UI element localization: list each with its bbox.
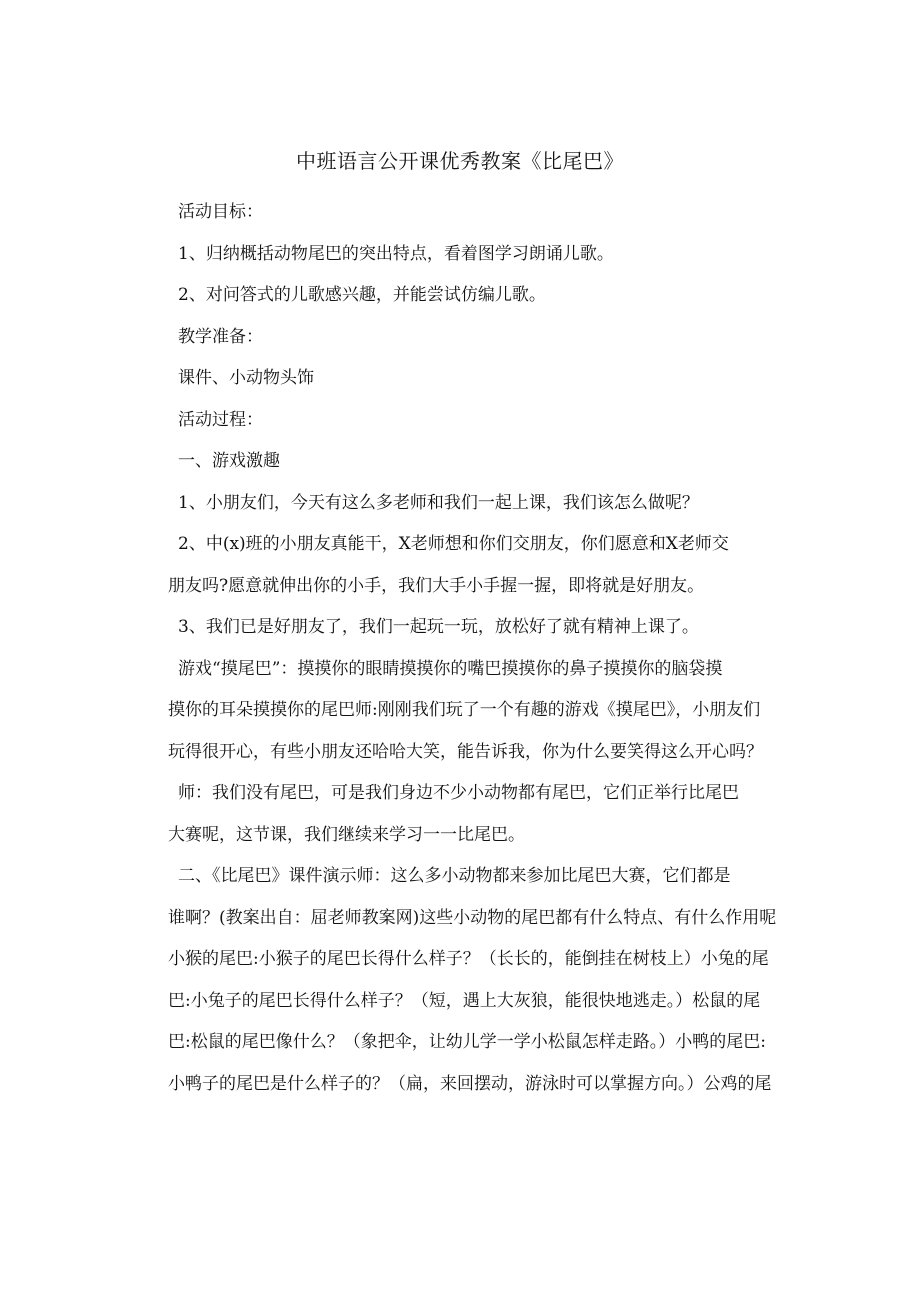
section-2-line-6: 小鸭子的尾巴是什么样子的？（扁，来回摆动，游泳时可以掌握方向。）公鸡的尾 <box>168 1073 772 1094</box>
step-2-line-1: 2、中(x)班的小朋友真能干，X老师想和你们交朋友，你们愿意和X老师交 <box>178 534 729 554</box>
document-title: 中班语言公开课优秀教案《比尾巴》 <box>296 149 624 173</box>
document-body <box>168 192 798 1105</box>
section-2-line-3: 小猴的尾巴:小猴子的尾巴长得什么样子？（长长的，能倒挂在树枝上）小兔的尾 <box>168 949 769 969</box>
teacher-line-1: 师：我们没有尾巴，可是我们身边不少小动物都有尾巴，它们正举行比尾巴 <box>178 783 739 803</box>
teacher-paragraph <box>168 773 798 856</box>
step-3: 3、我们已是好朋友了，我们一起玩一玩，放松好了就有精神上课了。 <box>178 617 699 637</box>
section-2-line-4: 巴:小兔子的尾巴长得什么样子？（短，遇上大灰狼，能很快地逃走。）松鼠的尾 <box>168 990 761 1011</box>
section-heading-1: 一、游戏激趣 <box>178 451 280 471</box>
game-paragraph <box>168 649 798 774</box>
goal-item-1: 1、归纳概括动物尾巴的突出特点，看着图学习朗诵儿歌。 <box>178 243 614 264</box>
section-2-paragraph <box>168 856 798 1105</box>
preparation-items: 课件、小动物头饰 <box>178 368 314 388</box>
heading-preparation: 教学准备： <box>178 326 263 347</box>
section-2-line-1: 二、《比尾巴》课件演示师：这么多小动物都来参加比尾巴大赛，它们都是 <box>178 866 731 886</box>
step-2-line-2: 朋友吗?愿意就伸出你的小手，我们大手小手握一握，即将就是好朋友。 <box>168 575 705 596</box>
goal-item-2: 2、对问答式的儿歌感兴趣，并能尝试仿编儿歌。 <box>178 285 546 305</box>
game-line-1: 游戏“摸尾巴”：摸摸你的眼睛摸摸你的嘴巴摸摸你的鼻子摸摸你的脑袋摸 <box>178 658 723 679</box>
section-2-line-2: 谁啊？(教案出自：屈老师教案网)这些小动物的尾巴都有什么特点、有什么作用呢 <box>168 907 777 928</box>
section-2-line-5: 巴:松鼠的尾巴像什么？（象把伞，让幼儿学一学小松鼠怎样走路。）小鸭的尾巴: <box>168 1032 766 1052</box>
heading-goals: 活动目标： <box>178 202 263 222</box>
game-line-3: 玩得很开心，有些小朋友还哈哈大笑，能告诉我，你为什么要笑得这么开心吗？ <box>168 741 763 762</box>
step-2 <box>168 524 798 607</box>
teacher-line-2: 大赛呢，这节课，我们继续来学习一一比尾巴。 <box>168 824 525 845</box>
step-1: 1、小朋友们，今天有这么多老师和我们一起上课，我们该怎么做呢？ <box>178 492 699 513</box>
game-line-2: 摸你的耳朵摸摸你的尾巴师:刚刚我们玩了一个有趣的游戏《摸尾巴》，小朋友们 <box>168 700 761 720</box>
heading-process: 活动过程： <box>178 409 263 430</box>
